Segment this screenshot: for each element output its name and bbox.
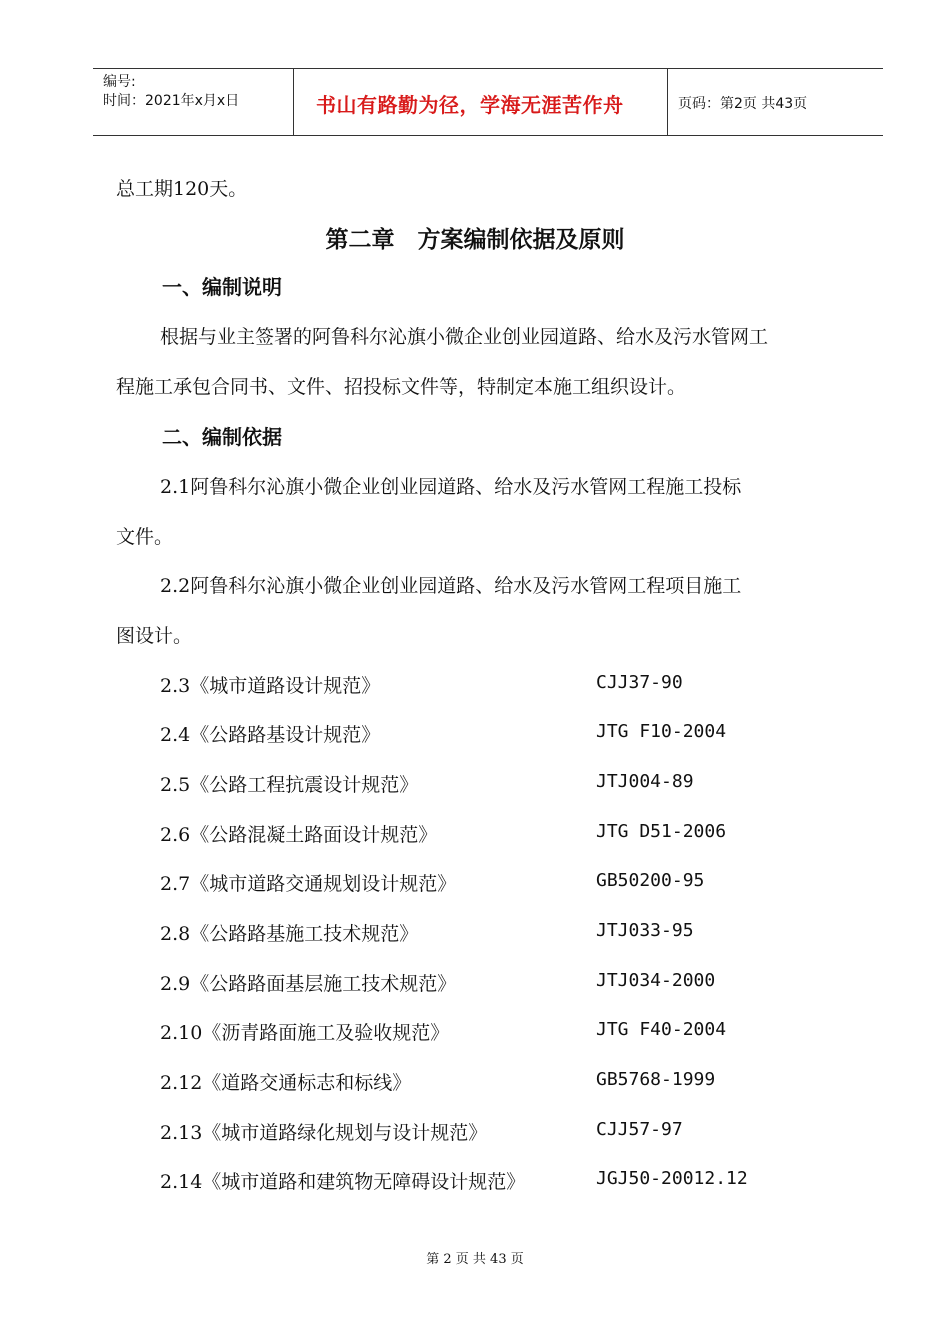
- standard-code: JTG F10-2004: [596, 721, 727, 742]
- intro-line: 总工期120天。: [116, 178, 248, 200]
- chapter-title: 第二章 方案编制依据及原则: [325, 227, 625, 253]
- standard-name: 2.13《城市道路绿化规划与设计规范》: [160, 1122, 488, 1144]
- standard-name: 2.9《公路路面基层施工技术规范》: [160, 973, 457, 995]
- standard-code: JTJ034-2000: [596, 970, 716, 991]
- page-footer: 第 2 页 共 43 页: [426, 1252, 524, 1267]
- header-middle-cell: [294, 69, 668, 135]
- standard-code: GB5768-1999: [596, 1069, 716, 1090]
- document-number-label: 编号:: [103, 74, 136, 90]
- section-title-1: 一、编制说明: [162, 275, 282, 299]
- item-2-2-line-2: 图设计。: [116, 625, 193, 647]
- standard-name: 2.8《公路路基施工技术规范》: [160, 923, 419, 945]
- document-time-label: 时间：2021年x月x日: [103, 93, 240, 109]
- standard-name: 2.10《沥青路面施工及验收规范》: [160, 1022, 450, 1044]
- item-2-1-line-1: 2.1阿鲁科尔沁旗小微企业创业园道路、给水及污水管网工程施工投标: [160, 476, 742, 498]
- header-motto: 书山有路勤为径，学海无涯苦作舟: [316, 93, 624, 117]
- standard-code: JGJ50-20012.12: [596, 1168, 748, 1189]
- header-left-cell: [93, 69, 294, 135]
- header-page-info: 页码：第2页 共43页: [678, 96, 808, 112]
- standard-name: 2.14《城市道路和建筑物无障碍设计规范》: [160, 1171, 526, 1193]
- header-right-cell: [668, 69, 883, 135]
- section1-paragraph-line-1: 根据与业主签署的阿鲁科尔沁旗小微企业创业园道路、给水及污水管网工: [160, 326, 769, 348]
- standard-code: CJJ37-90: [596, 672, 683, 693]
- standard-name: 2.3《城市道路设计规范》: [160, 675, 381, 697]
- standard-name: 2.6《公路混凝土路面设计规范》: [160, 824, 438, 846]
- section-title-2: 二、编制依据: [162, 425, 282, 449]
- standard-name: 2.12《道路交通标志和标线》: [160, 1072, 412, 1094]
- standard-code: JTG D51-2006: [596, 821, 727, 842]
- standard-code: GB50200-95: [596, 870, 705, 891]
- standard-name: 2.4《公路路基设计规范》: [160, 724, 381, 746]
- item-2-2-line-1: 2.2阿鲁科尔沁旗小微企业创业园道路、给水及污水管网工程项目施工: [160, 575, 742, 597]
- standard-code: CJJ57-97: [596, 1119, 683, 1140]
- standard-name: 2.7《城市道路交通规划设计规范》: [160, 873, 457, 895]
- document-header: [93, 68, 883, 136]
- section1-paragraph-line-2: 程施工承包合同书、文件、招投标文件等，特制定本施工组织设计。: [116, 376, 687, 398]
- standard-code: JTJ033-95: [596, 920, 694, 941]
- standard-code: JTG F40-2004: [596, 1019, 727, 1040]
- standard-code: JTJ004-89: [596, 771, 694, 792]
- item-2-1-line-2: 文件。: [116, 526, 174, 548]
- standard-name: 2.5《公路工程抗震设计规范》: [160, 774, 419, 796]
